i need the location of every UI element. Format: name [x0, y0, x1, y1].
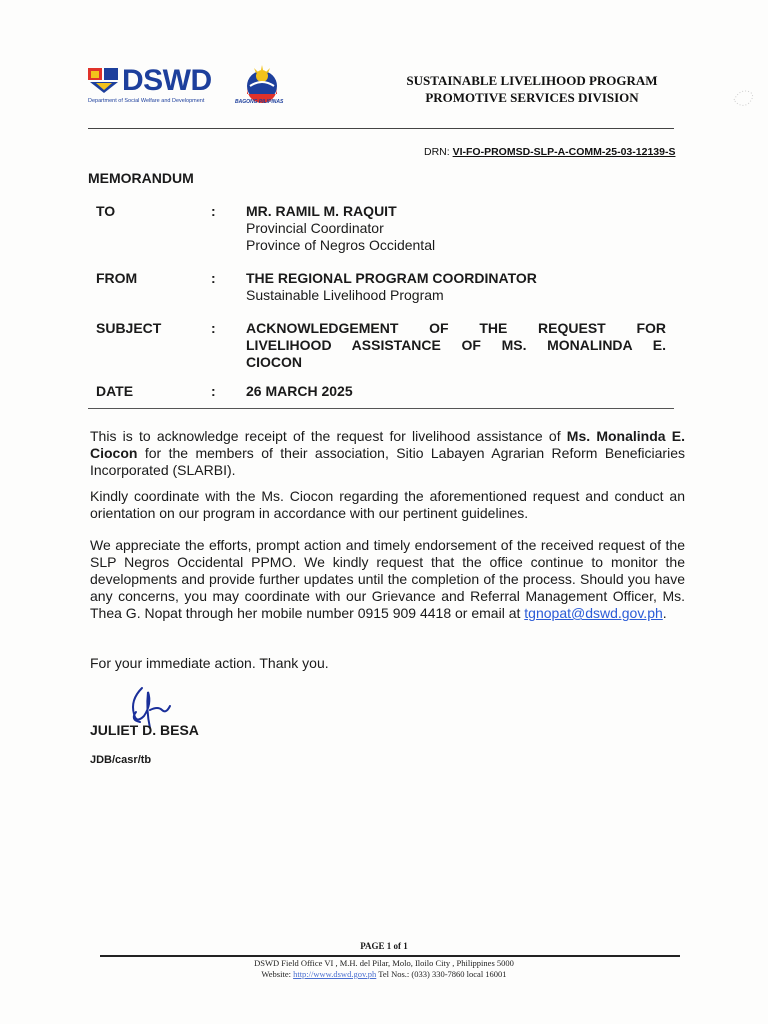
- body-paragraph-2: Kindly coordinate with the Ms. Ciocon regarding the aforementioned request and conduct an orientation on our program in accordance with our pertinent guidelines.: [90, 488, 685, 521]
- from-colon: :: [211, 270, 216, 286]
- document-reference-number: [424, 146, 675, 158]
- date-label: DATE: [96, 383, 134, 399]
- p1-end: for the members of their association, Sitio Labayen Agrarian Reform Beneficiaries Incorporated (SLARBI).: [90, 445, 685, 478]
- from-office: Sustainable Livelihood Program: [246, 287, 444, 303]
- signatory-name: JULIET D. BESA: [90, 722, 199, 738]
- footer-address: DSWD Field Office VI , M.H. del Pilar, Molo, Iloilo City , Philippines 5000: [254, 958, 514, 968]
- subject-label: SUBJECT: [96, 320, 162, 336]
- dswd-emblem-icon: [88, 66, 120, 94]
- subject-colon: :: [211, 320, 216, 336]
- from-name: THE REGIONAL PROGRAM COORDINATOR: [246, 270, 537, 286]
- drn-label: DRN:: [424, 146, 453, 158]
- program-line-1: SUSTAINABLE LIVELIHOOD PROGRAM: [406, 73, 658, 88]
- program-header: [392, 72, 672, 106]
- body-paragraph-4: For your immediate action. Thank you.: [90, 655, 329, 671]
- page-number: PAGE 1 of 1: [360, 941, 408, 951]
- to-name: MR. RAMIL M. RAQUIT: [246, 203, 397, 219]
- program-line-2: PROMOTIVE SERVICES DIVISION: [425, 90, 639, 105]
- reference-initials: JDB/casr/tb: [90, 754, 152, 766]
- footer-divider: [100, 955, 680, 957]
- logo-subtitle: Department of Social Welfare and Development: [88, 98, 205, 104]
- to-office: Province of Negros Occidental: [246, 237, 436, 253]
- p3-start: We appreciate the efforts, prompt action and timely endorsement of the received request of the SLP Negros Occidental PPMO. We kindly request that the office continue to monitor the developments and provide further updates until the completion of the process. Should you have any concerns, you may coordinate with our Grievance and Referral Management Officer, Ms. Thea G. Nopat through her mobile number 0915 909 4418 or email at: [90, 537, 685, 621]
- scan-artifact-icon: [730, 80, 760, 110]
- from-value: [246, 270, 666, 304]
- footer-contact: [0, 969, 768, 979]
- subject-text: ACKNOWLEDGEMENT OF THE REQUEST FOR LIVELIHOOD ASSISTANCE OF MS. MONALINDA E. CIOCON: [246, 320, 666, 370]
- dswd-logo: [88, 64, 293, 108]
- p1-bold-name: Ms. Monalinda E. Ciocon: [90, 428, 685, 461]
- bagong-pilipinas-label: BAGONG PILIPINAS: [235, 99, 284, 105]
- to-colon: :: [211, 203, 216, 219]
- p3-end: .: [662, 605, 667, 621]
- body-paragraph-1: [90, 428, 685, 479]
- p1-start: This is to acknowledge receipt of the request for livelihood assistance of: [90, 428, 567, 444]
- heading-divider: [88, 408, 674, 409]
- date-colon: :: [211, 383, 216, 399]
- header-divider: [88, 128, 674, 129]
- telephone-numbers: Tel Nos.: (033) 330-7860 local 16001: [376, 969, 507, 979]
- website-link[interactable]: http://www.dswd.gov.ph: [293, 969, 377, 979]
- email-link[interactable]: tgnopat@dswd.gov.ph: [524, 605, 663, 621]
- memo-title: MEMORANDUM: [88, 170, 194, 186]
- to-value: [246, 203, 666, 254]
- drn-code: VI-FO-PROMSD-SLP-A-COMM-25-03-12139-S: [452, 146, 676, 158]
- date-value: 26 MARCH 2025: [246, 383, 353, 399]
- from-label: FROM: [96, 270, 138, 286]
- logo-text: DSWD: [122, 64, 212, 97]
- bagong-pilipinas-emblem-icon: [236, 64, 288, 104]
- to-label: TO: [96, 203, 116, 219]
- to-position: Provincial Coordinator: [246, 220, 384, 236]
- body-paragraph-3: [90, 537, 685, 622]
- website-label: Website:: [261, 969, 294, 979]
